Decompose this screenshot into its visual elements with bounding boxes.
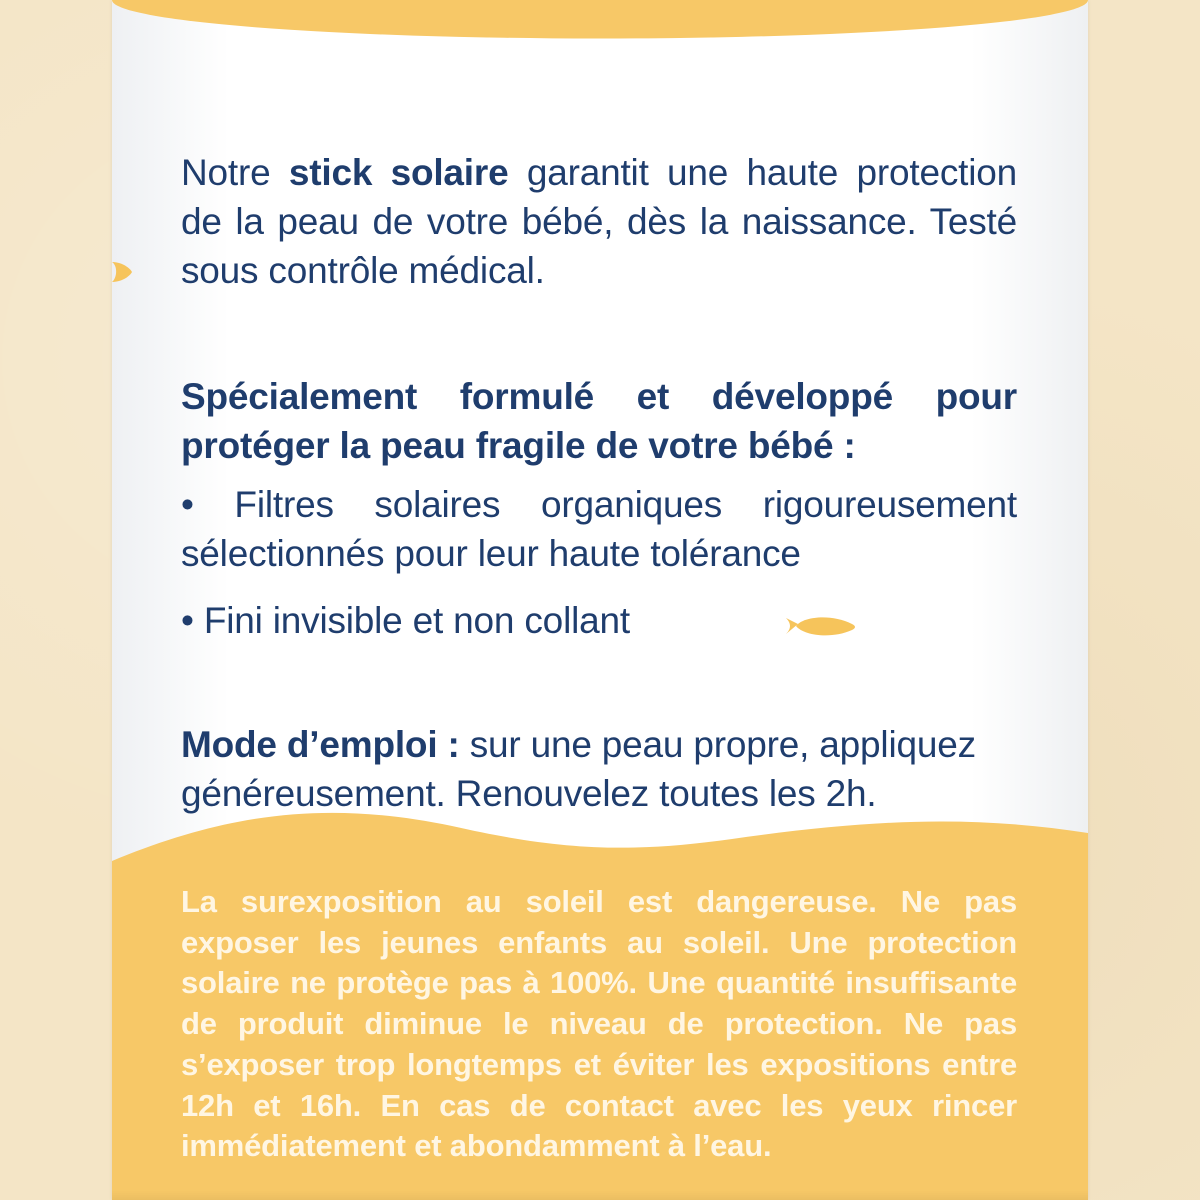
formulation-heading: Spécialement formulé et développé pour protéger la peau fragile de votre bébé : bbox=[181, 376, 1017, 466]
bullet-text: Fini invisible et non collant bbox=[203, 600, 630, 641]
usage-paragraph bbox=[181, 720, 1017, 818]
bullet-marker: • bbox=[181, 484, 235, 525]
usage-label: Mode d’emploi : bbox=[181, 724, 460, 765]
label-bottom-shadow bbox=[112, 1190, 1088, 1200]
usage-text: sur une peau propre, appliquez généreusement. Renouvelez toutes les 2h. bbox=[181, 724, 976, 814]
bullet-text: Filtres solaires organiques rigoureusement sélectionnés pour leur haute tolérance bbox=[181, 484, 1017, 574]
bullet-item bbox=[181, 480, 1017, 578]
top-yellow-band bbox=[112, 0, 1088, 39]
warning-paragraph: La surexposition au soleil est dangereuse. Ne pas exposer les jeunes enfants au soleil. Une protection solaire ne protège pas à 100%. Une quantité insuffisante de produit diminue le niveau de protection. Ne pas s’exposer trop longtemps et éviter les expositions entre 12h et 16h. En cas de contact avec les yeux rincer immédiatement et abondamment à l’eau. bbox=[181, 884, 1017, 1164]
intro-bold: stick solaire bbox=[288, 152, 509, 193]
intro-prefix: Notre bbox=[181, 152, 271, 193]
fish-icon bbox=[112, 258, 134, 286]
bullet-item bbox=[181, 596, 1017, 645]
intro-paragraph bbox=[181, 148, 1017, 295]
bullet-marker: • bbox=[181, 600, 204, 641]
intro-rest: garantit une haute protection de la peau de votre bébé, dès la naissance. Testé sous contrôle médical. bbox=[181, 152, 1017, 291]
